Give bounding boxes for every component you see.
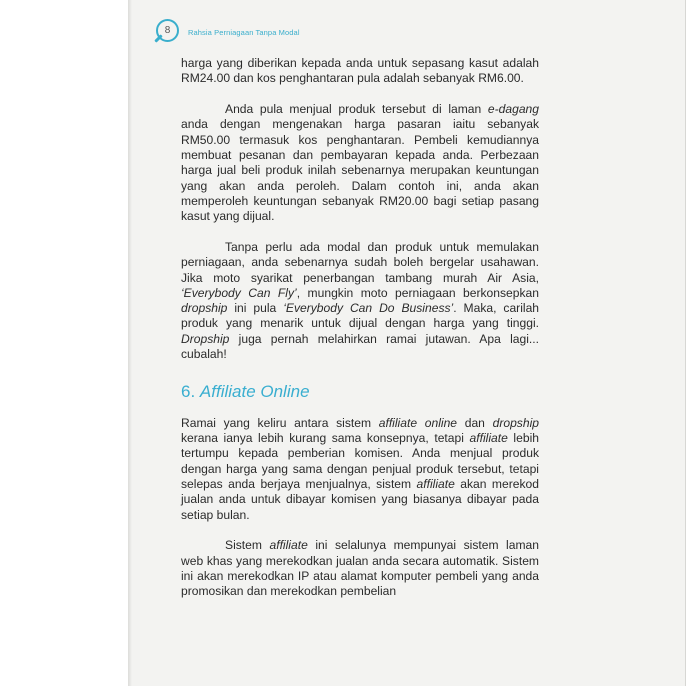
magnifier-icon	[156, 17, 180, 47]
text-span: , mungkin moto perniagaan berkonsepkan	[296, 285, 539, 300]
page-number: 8	[156, 19, 179, 42]
section-number: 6.	[181, 381, 200, 401]
book-page	[128, 0, 686, 686]
page-header	[156, 18, 300, 46]
running-title: Rahsia Perniagaan Tanpa Modal	[188, 27, 300, 37]
italic-term: Dropship	[181, 331, 230, 346]
text-span: Ramai yang keliru antara sistem	[181, 415, 379, 430]
italic-term: ‘Everybody Can Do Business’	[283, 301, 454, 316]
paragraph-4	[181, 416, 539, 523]
italic-term: ‘Everybody Can Fly’	[181, 285, 297, 300]
text-span: . Maka, carilah produk yang menarik untuk dijual dengan harga yang tinggi.	[181, 301, 540, 331]
italic-term: affiliate	[269, 538, 308, 553]
section-title: Affiliate Online	[199, 381, 310, 401]
italic-term: dropship	[181, 301, 228, 316]
italic-term: affiliate online	[378, 415, 458, 430]
italic-term: affiliate	[416, 477, 455, 492]
text-span: dan	[457, 415, 493, 430]
text-span: lebih tertumpu kepada pemberian komisen. Anda menjual produk dengan harga yang sama dengan penjual produk tersebut, tetapi selepas anda berjaya menjualnya, sistem	[181, 431, 539, 492]
paragraph-2	[181, 102, 539, 224]
section-heading	[181, 382, 539, 402]
paragraph-5	[181, 538, 539, 599]
page-body	[181, 56, 539, 600]
text-span: Anda pula menjual produk tersebut di laman	[225, 102, 488, 117]
text-span: Sistem	[225, 538, 270, 553]
italic-term: dropship	[492, 415, 539, 430]
italic-term: e-dagang	[487, 102, 539, 117]
text-span: akan merekod jualan anda untuk dibayar komisen yang biasanya dibayar pada setiap bulan.	[181, 477, 539, 522]
paragraph-3	[181, 240, 539, 362]
text-span: ini pula	[227, 301, 284, 316]
paragraph-1-text: harga yang diberikan kepada anda untuk sepasang kasut adalah RM24.00 dan kos penghantaran pula adalah sebanyak RM6.00.	[181, 56, 539, 86]
text-span: anda dengan mengenakan harga pasaran iaitu sebanyak RM50.00 termasuk kos penghantaran. Pembeli kemudiannya membuat pesanan dan pembayaran kepada anda. Perbezaan harga jual beli produk inilah sebenarnya merupakan keuntungan yang akan anda peroleh. Dalam contoh ini, anda akan memperoleh keuntungan sebanyak RM20.00 bagi setiap pasang kasut yang dijual.	[181, 117, 539, 224]
text-span: Tanpa perlu ada modal dan produk untuk memulakan perniagaan, anda sebenarnya sudah boleh bergelar usahawan. Jika moto syarikat penerbangan tambang murah Air Asia,	[181, 239, 539, 285]
text-span: juga pernah melahirkan ramai jutawan. Apa lagi... cubalah!	[181, 331, 539, 362]
italic-term: affiliate	[469, 431, 508, 446]
text-span: kerana ianya lebih kurang sama konsepnya, tetapi	[181, 431, 470, 446]
text-span: ini selalunya mempunyai sistem laman web khas yang merekodkan jualan anda secara automatik. Sistem ini akan merekodkan IP atau alamat komputer pembeli yang anda promosikan dan merekodkan pembelian	[181, 538, 539, 599]
paragraph-1	[181, 56, 539, 87]
